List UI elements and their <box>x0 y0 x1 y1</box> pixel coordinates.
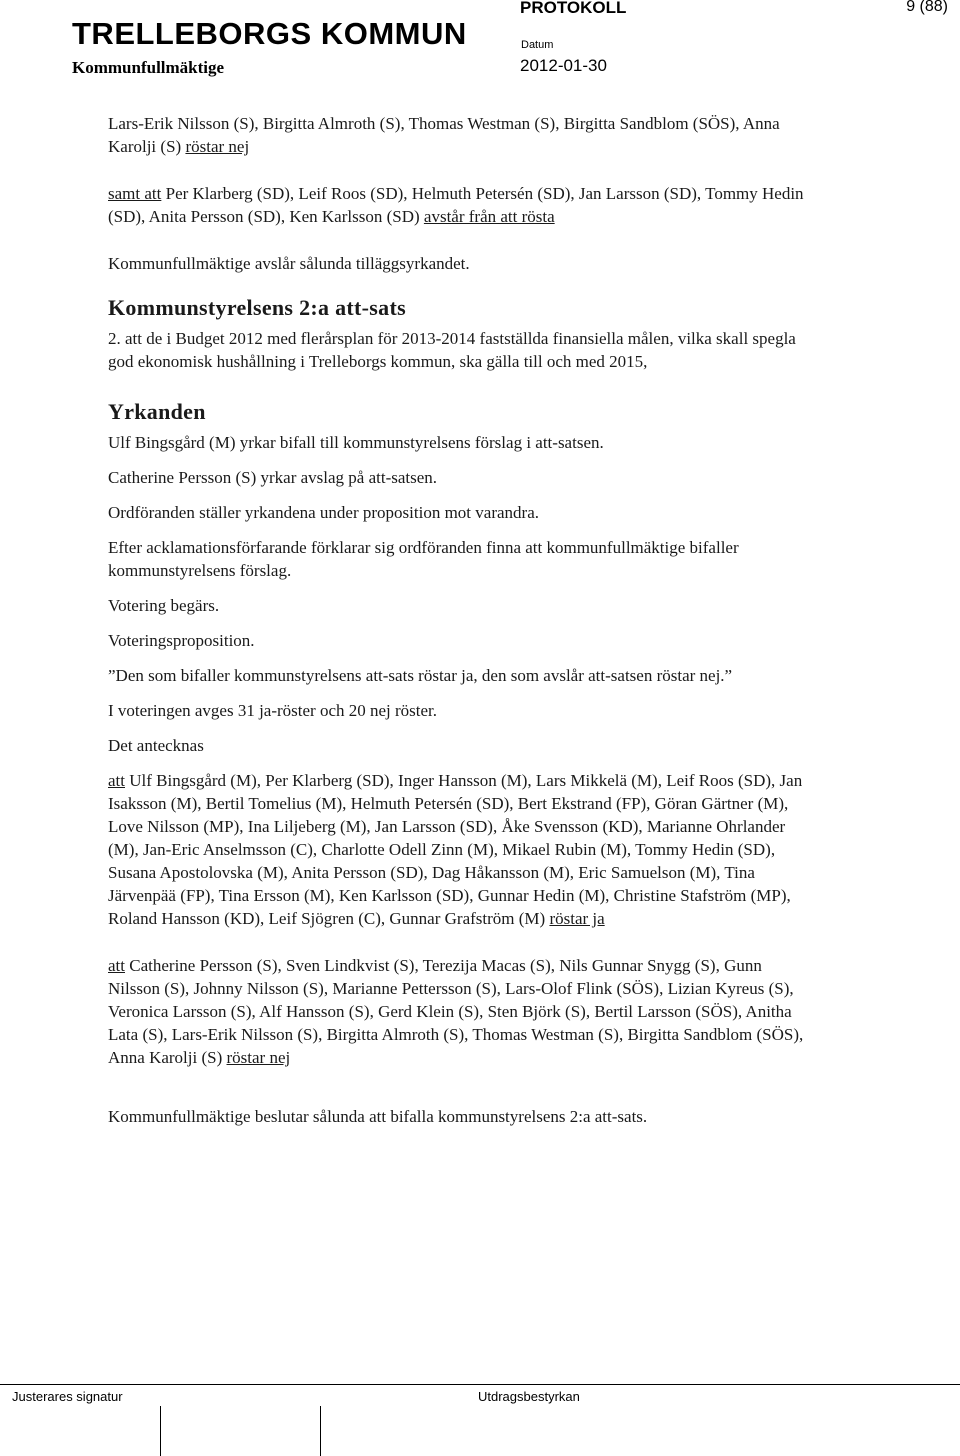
signature-field-divider <box>320 1406 321 1456</box>
paragraph-proposition: Ordföranden ställer yrkandena under proposition mot varandra. <box>108 503 539 522</box>
signature-label: Justerares signatur <box>12 1389 123 1404</box>
document-date: 2012-01-30 <box>520 56 607 75</box>
protocol-body <box>108 112 808 1128</box>
paragraph-att-sats: 2. att de i Budget 2012 med flerårsplan för 2013-2014 fastställda finansiella målen, vilka skall spegla god ekonomisk hushållning i Trelleborgs kommun, ska gälla till och med 2015, <box>108 329 796 371</box>
paragraph-motion-approve: Ulf Bingsgård (M) yrkar bifall till kommunstyrelsens förslag i att-satsen. <box>108 433 604 452</box>
paragraph-text: Ulf Bingsgård (M), Per Klarberg (SD), Inger Hansson (M), Lars Mikkelä (M), Leif Roos (SD), Jan Isaksson (M), Bertil Tomelius (M), Helmuth Petersén (SD), Bert Ekstrand (FP), Göran Gärtner (M), Love Nilsson (MP), Ina Liljeberg (M), Jan Larsson (SD), Åke Svensson (KD), Marianne Ohrlander (M), Jan-Eric Anselmsson (C), Charlotte Odell Zinn (M), Mikael Rubin (M), Tommy Hedin (SD), Susana Apostolovska (M), Anita Persson (SD), Dag Håkansson (M), Eric Samuelson (M), Tina Järvenpää (FP), Tina Ersson (M), Ken Karlsson (SD), Gunnar Hedin (M), Christine Stafström (MP), Roland Hansson (KD), Leif Sjögren (C), Gunnar Grafström (M) <box>108 771 803 928</box>
section-heading-yrkanden: Yrkanden <box>108 399 206 424</box>
att-marker: att <box>108 771 125 790</box>
document-type: PROTOKOLL <box>520 0 627 17</box>
paragraph-text: Catherine Persson (S), Sven Lindkvist (S), Terezija Macas (S), Nils Gunnar Snygg (S), Gunn Nilsson (S), Johnny Nilsson (S), Marianne Pettersson (S), Lars-Olof Flink (SÖS), Lizian Kyreus (S), Veronica Larsson (S), Alf Hansson (S), Gerd Klein (S), Sten Björk (S), Bertil Larsson (SÖS), Anitha Lata (S), Lars-Erik Nilsson (S), Birgitta Almroth (S), Thomas Westman (S), Birgitta Sandblom (SÖS), Anna Karolji (S) <box>108 956 804 1067</box>
section-heading-att-sats: Kommunstyrelsens 2:a att-sats <box>108 295 406 320</box>
paragraph-text: Lars-Erik Nilsson (S), Birgitta Almroth (S), Thomas Westman (S), Birgitta Sandblom (SÖS), Anna Karolji (S) <box>108 114 780 156</box>
footer-divider <box>0 1384 960 1385</box>
extract-certification-label: Utdragsbestyrkan <box>478 1389 580 1404</box>
organization-name: TRELLEBORGS KOMMUN <box>72 16 467 51</box>
paragraph-vote-question: ”Den som bifaller kommunstyrelsens att-sats röstar ja, den som avslår att-satsen röstar nej.” <box>108 666 733 685</box>
abstain-marker: avstår från att rösta <box>423 207 555 226</box>
paragraph-vote-no-list <box>108 112 808 158</box>
vote-no-marker: röstar nej <box>226 1048 291 1067</box>
paragraph-recorded: Det antecknas <box>108 736 204 755</box>
paragraph-vote-requested: Votering begärs. <box>108 596 220 615</box>
signature-field-divider <box>160 1406 161 1456</box>
paragraph-text: Per Klarberg (SD), Leif Roos (SD), Helmuth Petersén (SD), Jan Larsson (SD), Tommy Hedin (SD), Anita Persson (SD), Ken Karlsson (SD) <box>108 184 804 226</box>
date-label: Datum <box>521 39 554 51</box>
paragraph-decision-rejection: Kommunfullmäktige avslår sålunda tilläggsyrkandet. <box>108 254 470 273</box>
paragraph-acclamation: Efter acklamationsförfarande förklarar sig ordföranden finna att kommunfullmäktige bifaller kommunstyrelsens förslag. <box>108 538 739 580</box>
assembly-name: Kommunfullmäktige <box>72 58 225 77</box>
paragraph-yes-voters <box>108 769 808 930</box>
paragraph-motion-reject: Catherine Persson (S) yrkar avslag på att-satsen. <box>108 468 438 487</box>
att-marker: att <box>108 956 125 975</box>
vote-yes-marker: röstar ja <box>549 909 605 928</box>
paragraph-abstain-list <box>108 182 808 228</box>
paragraph-no-voters <box>108 954 808 1069</box>
paragraph-final-decision: Kommunfullmäktige beslutar sålunda att bifalla kommunstyrelsens 2:a att-sats. <box>108 1107 648 1126</box>
vote-no-marker: röstar nej <box>185 137 250 156</box>
samt-att-marker: samt att <box>108 184 162 203</box>
paragraph-vote-proposition: Voteringsproposition. <box>108 631 255 650</box>
page-number: 9 (88) <box>906 0 948 15</box>
paragraph-vote-result: I voteringen avges 31 ja-röster och 20 nej röster. <box>108 701 438 720</box>
